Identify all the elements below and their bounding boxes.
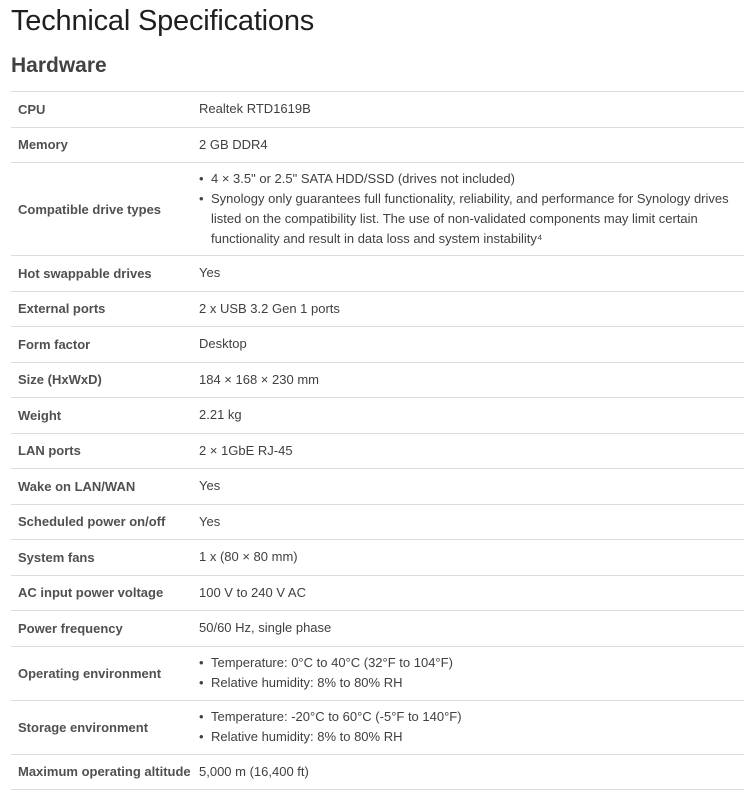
table-row [11,363,744,399]
table-row [11,469,744,505]
spec-label: CPU [18,101,46,117]
spec-label: External ports [18,301,106,317]
spec-label: Form factor [18,336,91,352]
list-item: • Temperature: -20°C to 60°C (-5°F to 140°F) [199,707,744,727]
table-row [11,701,744,755]
spec-value: 2 × 1GbE RJ-45 [199,442,293,458]
spec-label: Hot swappable drives [18,265,152,281]
table-row [11,292,744,328]
table-row [11,163,744,256]
table-row [11,647,744,701]
table-row [11,92,744,128]
list-item: • 4 × 3.5" or 2.5" SATA HDD/SSD (drives not included) [199,169,744,189]
spec-label: Wake on LAN/WAN [18,478,136,494]
spec-value: 2.21 kg [199,407,242,423]
spec-value: Realtek RTD1619B [199,101,311,117]
spec-value: 2 x USB 3.2 Gen 1 ports [199,300,340,316]
table-row [11,128,744,164]
list-item: • Synology only guarantees full functionality, reliability, and performance for Synology drives listed on the compatibility list. The use of non-validated components may limit certain functionality and result in data loss and system instability⁴ [199,189,744,249]
spec-value: 50/60 Hz, single phase [199,620,332,636]
spec-value: Yes [199,478,221,494]
spec-label: AC input power voltage [18,585,164,601]
table-row [11,505,744,541]
spec-label: Scheduled power on/off [18,514,166,530]
spec-label: Maximum operating altitude [18,764,191,780]
spec-value: Desktop [199,336,247,352]
spec-value [199,653,744,693]
spec-label: Power frequency [18,620,123,636]
list-item: • Temperature: 0°C to 40°C (32°F to 104°F) [199,653,744,673]
spec-value: 2 GB DDR4 [199,136,268,152]
spec-value: 5,000 m (16,400 ft) [199,763,309,779]
list-item: • Relative humidity: 8% to 80% RH [199,673,744,693]
spec-label: Size (HxWxD) [18,372,102,388]
table-row [11,540,744,576]
spec-bullet-list [199,169,744,249]
spec-label: Compatible drive types [18,201,162,217]
spec-bullet-list [199,653,744,693]
table-row [11,434,744,470]
list-item: • Relative humidity: 8% to 80% RH [199,727,744,747]
spec-value: Yes [199,513,221,529]
spec-value [199,169,744,249]
spec-label: LAN ports [18,443,81,459]
spec-bullet-list [199,707,744,747]
spec-value [199,707,744,747]
spec-label: Memory [18,137,68,153]
table-row [11,576,744,612]
spec-label: Storage environment [18,719,149,735]
table-row [11,256,744,292]
spec-label: Operating environment [18,665,162,681]
table-row [11,611,744,647]
section-title-hardware: Hardware [11,54,107,77]
page-title: Technical Specifications [11,5,315,37]
spec-label: System fans [18,549,95,565]
table-row [11,398,744,434]
spec-value: 184 × 168 × 230 mm [199,371,319,387]
spec-label: Weight [18,407,62,423]
spec-value: 100 V to 240 V AC [199,584,306,600]
spec-table [11,91,744,790]
table-row [11,327,744,363]
spec-value: Yes [199,265,221,281]
spec-value: 1 x (80 × 80 mm) [199,549,298,565]
table-row [11,755,744,791]
